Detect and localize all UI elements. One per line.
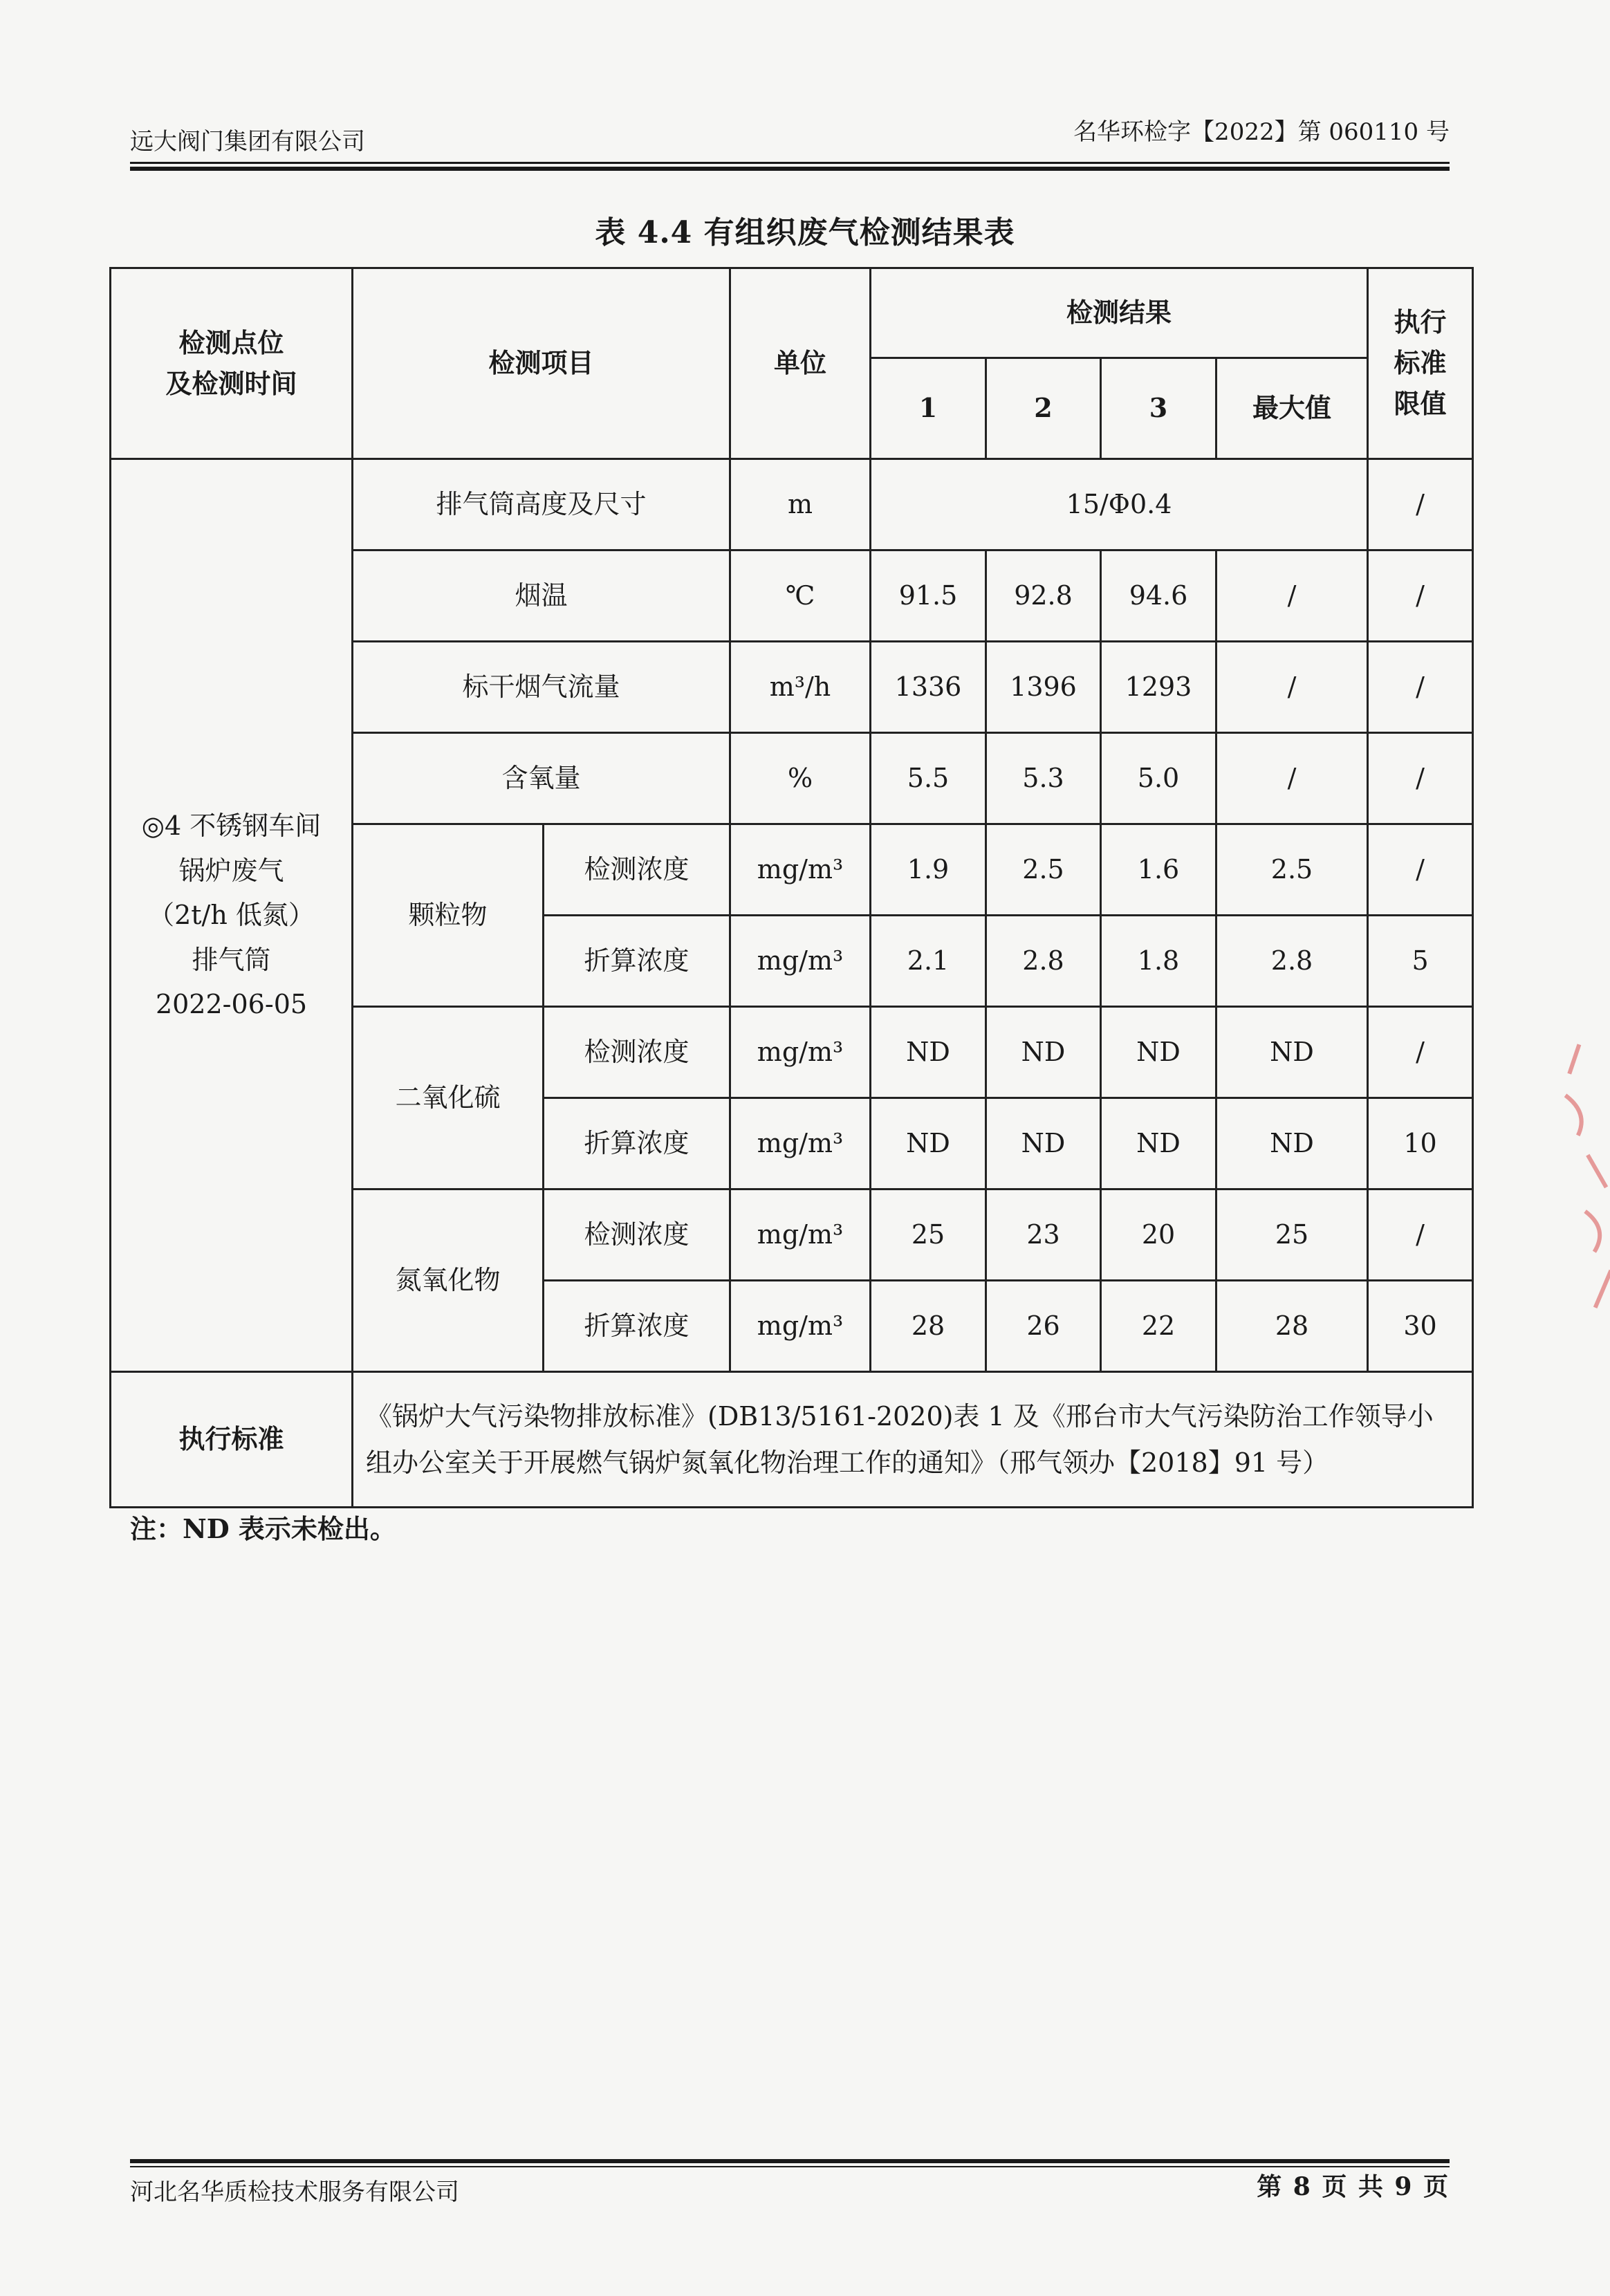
result-cell: 25	[871, 1189, 986, 1281]
result-cell: 2.5	[986, 824, 1101, 916]
result-cell: 28	[871, 1281, 986, 1372]
sub-item-cell: 折算浓度	[544, 916, 730, 1007]
limit-cell: 30	[1368, 1281, 1473, 1372]
result-cell: ND	[1101, 1098, 1216, 1189]
header-rule-thick	[130, 167, 1450, 171]
result-cell: ND	[871, 1098, 986, 1189]
limit-cell: 10	[1368, 1098, 1473, 1189]
result-cell: 1336	[871, 642, 986, 733]
header-company: 远大阀门集团有限公司	[130, 128, 365, 156]
stamp-mark	[1550, 1029, 1610, 1322]
limit-cell: /	[1368, 550, 1473, 642]
header-item: 检测项目	[353, 268, 730, 459]
footer-rule-thick	[130, 2159, 1450, 2163]
unit-cell: mg/m³	[730, 1007, 871, 1098]
pollutant-name-cell: 氮氧化物	[353, 1189, 544, 1372]
result-cell: 5.5	[871, 733, 986, 824]
header-run-2: 2	[986, 358, 1101, 459]
results-table	[109, 267, 1474, 1508]
page-footer	[130, 2165, 1450, 2206]
table-note: 注：ND 表示未检出。	[130, 1513, 396, 1544]
stamp-icon	[1550, 1029, 1610, 1322]
item-cell: 排气筒高度及尺寸	[353, 459, 730, 550]
result-cell: 2.1	[871, 916, 986, 1007]
table-row	[111, 1372, 1473, 1508]
result-cell: 2.8	[986, 916, 1101, 1007]
sub-item-cell: 折算浓度	[544, 1281, 730, 1372]
header-point-time: 检测点位 及检测时间	[111, 268, 353, 459]
unit-cell: m³/h	[730, 642, 871, 733]
result-cell: 1.6	[1101, 824, 1216, 916]
header-limit: 执行 标准 限值	[1368, 268, 1473, 459]
location-cell: ◎4 不锈钢车间 锅炉废气 （2t/h 低氮） 排气筒 2022-06-05	[111, 459, 353, 1372]
sub-item-cell: 检测浓度	[544, 1007, 730, 1098]
table-row	[111, 459, 1473, 550]
unit-cell: mg/m³	[730, 916, 871, 1007]
unit-cell: mg/m³	[730, 824, 871, 916]
result-cell: ND	[871, 1007, 986, 1098]
unit-cell: mg/m³	[730, 1189, 871, 1281]
standard-text-cell: 《锅炉大气污染物排放标准》(DB13/5161-2020)表 1 及《邢台市大气污染防治工作领导小组办公室关于开展燃气锅炉氮氧化物治理工作的通知》（邢气领办【2018】91 号）	[353, 1372, 1473, 1508]
header-unit: 单位	[730, 268, 871, 459]
standard-label-cell: 执行标准	[111, 1372, 353, 1508]
header-results: 检测结果	[871, 268, 1368, 358]
footer-company: 河北名华质检技术服务有限公司	[130, 2178, 459, 2206]
item-cell: 烟温	[353, 550, 730, 642]
table-title: 表 4.4 有组织废气检测结果表	[595, 215, 1015, 250]
result-cell: 23	[986, 1189, 1101, 1281]
item-cell: 含氧量	[353, 733, 730, 824]
limit-cell: /	[1368, 824, 1473, 916]
unit-cell: %	[730, 733, 871, 824]
unit-cell: ℃	[730, 550, 871, 642]
sub-item-cell: 检测浓度	[544, 824, 730, 916]
header-rule-thin	[130, 162, 1450, 164]
page-header	[130, 116, 1450, 165]
result-cell: ND	[986, 1098, 1101, 1189]
max-cell: 2.5	[1216, 824, 1368, 916]
result-cell: 1.9	[871, 824, 986, 916]
unit-cell: m	[730, 459, 871, 550]
limit-cell: /	[1368, 459, 1473, 550]
max-cell: 2.8	[1216, 916, 1368, 1007]
max-cell: /	[1216, 733, 1368, 824]
result-cell: 5.0	[1101, 733, 1216, 824]
result-cell: 92.8	[986, 550, 1101, 642]
max-cell: 28	[1216, 1281, 1368, 1372]
result-cell: 1.8	[1101, 916, 1216, 1007]
max-cell: ND	[1216, 1098, 1368, 1189]
header-report-number: 名华环检字【2022】第 060110 号	[1073, 118, 1450, 146]
header-max: 最大值	[1216, 358, 1368, 459]
pollutant-name-cell: 二氧化硫	[353, 1007, 544, 1189]
item-cell: 标干烟气流量	[353, 642, 730, 733]
result-cell: 94.6	[1101, 550, 1216, 642]
max-cell: ND	[1216, 1007, 1368, 1098]
result-cell: 26	[986, 1281, 1101, 1372]
max-cell: /	[1216, 642, 1368, 733]
limit-cell: /	[1368, 642, 1473, 733]
result-cell: ND	[1101, 1007, 1216, 1098]
limit-cell: /	[1368, 1007, 1473, 1098]
page-number: 第 8 页 共 9 页	[1257, 2172, 1450, 2201]
limit-cell: /	[1368, 733, 1473, 824]
limit-cell: 5	[1368, 916, 1473, 1007]
pollutant-name-cell: 颗粒物	[353, 824, 544, 1007]
result-cell: 5.3	[986, 733, 1101, 824]
sub-item-cell: 检测浓度	[544, 1189, 730, 1281]
header-run-1: 1	[871, 358, 986, 459]
result-cell: 1396	[986, 642, 1101, 733]
unit-cell: mg/m³	[730, 1098, 871, 1189]
result-cell: 22	[1101, 1281, 1216, 1372]
result-cell: ND	[986, 1007, 1101, 1098]
max-cell: 25	[1216, 1189, 1368, 1281]
merged-result-cell: 15/Φ0.4	[871, 459, 1368, 550]
header-run-3: 3	[1101, 358, 1216, 459]
limit-cell: /	[1368, 1189, 1473, 1281]
sub-item-cell: 折算浓度	[544, 1098, 730, 1189]
result-cell: 1293	[1101, 642, 1216, 733]
max-cell: /	[1216, 550, 1368, 642]
result-cell: 20	[1101, 1189, 1216, 1281]
unit-cell: mg/m³	[730, 1281, 871, 1372]
result-cell: 91.5	[871, 550, 986, 642]
